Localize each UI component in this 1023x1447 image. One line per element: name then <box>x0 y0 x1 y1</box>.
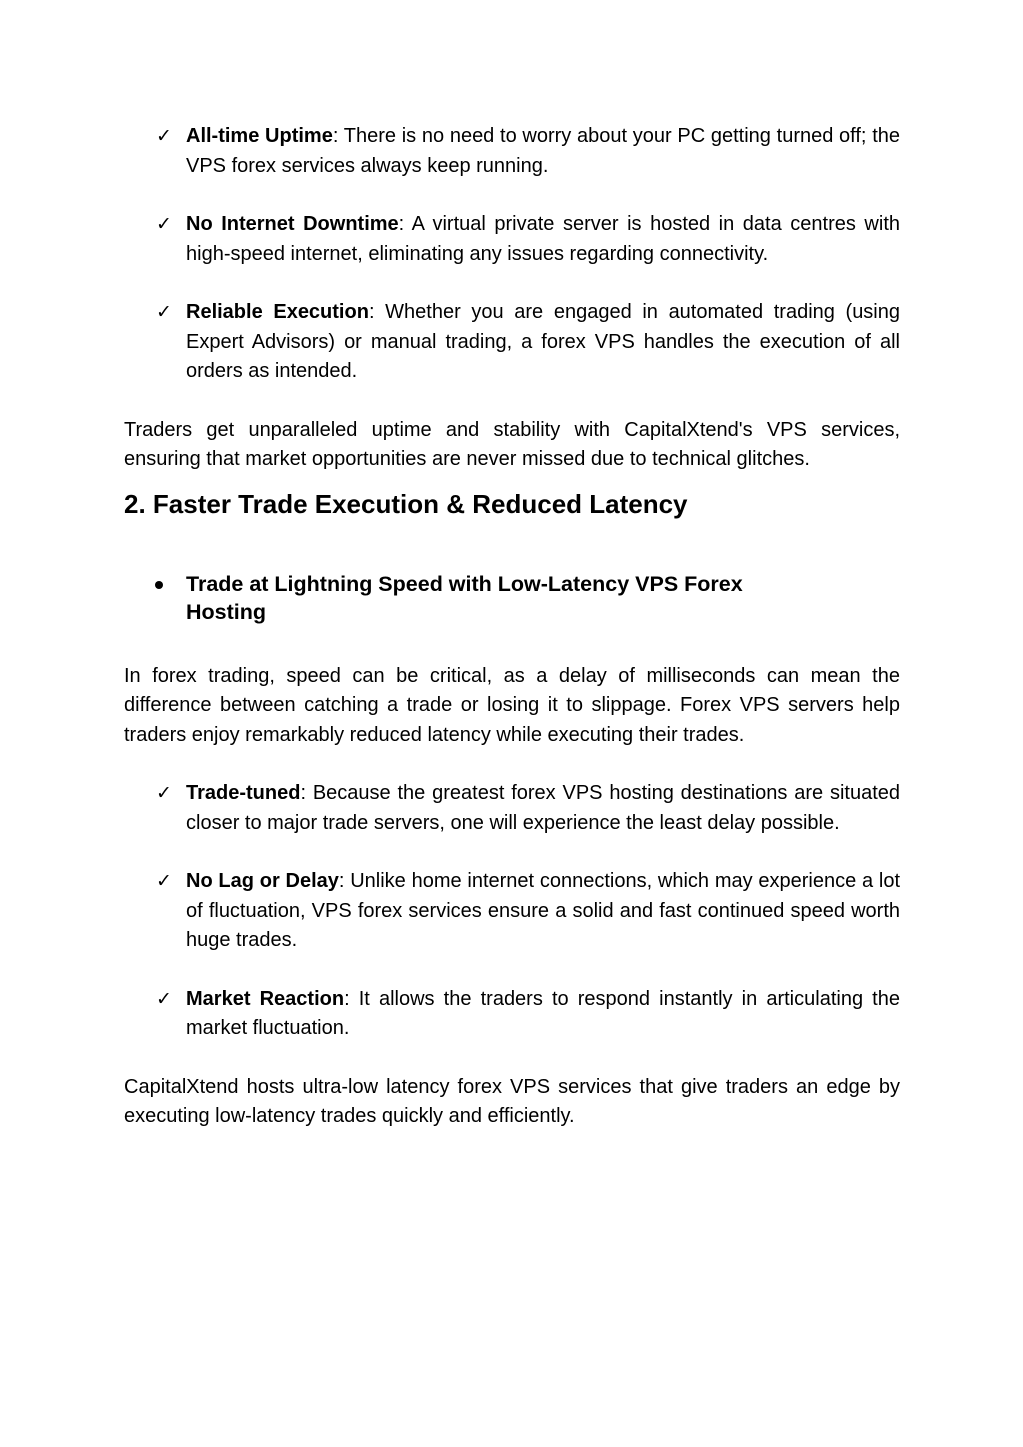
item-text: : Unlike home internet connections, which may experience a lot of fluctuation, VPS forex services ensure a solid and fast continued speed worth huge trades. <box>186 870 900 951</box>
check-mark-icon: ✓ <box>156 782 172 804</box>
item-text: : It allows the traders to respond instantly in articulating the market fluctuation. <box>186 987 900 1039</box>
check-mark-icon: ✓ <box>156 870 172 892</box>
uptime-summary-paragraph: Traders get unparalleled uptime and stability with CapitalXtend's VPS services, ensuring that market opportunities are never missed due to technical glitches. <box>124 418 900 470</box>
check-mark-icon: ✓ <box>156 125 172 147</box>
latency-benefits-list <box>124 779 900 1044</box>
latency-summary-paragraph: CapitalXtend hosts ultra-low latency forex VPS services that give traders an edge by executing low-latency trades quickly and efficiently. <box>124 1075 900 1127</box>
bullet-subheading <box>124 570 826 626</box>
list-item <box>124 867 900 956</box>
item-term: Market Reaction <box>186 987 345 1010</box>
item-term: Reliable Execution <box>186 301 369 323</box>
list-item <box>124 298 900 387</box>
page-content <box>124 122 900 1132</box>
item-term: No Internet Downtime <box>186 213 399 235</box>
bullet-dot-icon <box>155 581 163 589</box>
item-term: All-time Uptime <box>186 125 333 147</box>
uptime-benefits-list <box>124 122 900 387</box>
item-text: : Because the greatest forex VPS hosting destinations are situated closer to major trade servers, one will experience the least delay possible. <box>186 782 900 834</box>
list-item <box>124 985 900 1044</box>
item-term: Trade-tuned <box>186 782 301 804</box>
check-mark-icon: ✓ <box>156 987 172 1010</box>
section-heading: 2. Faster Trade Execution & Reduced Latency <box>124 488 688 519</box>
list-item <box>124 210 900 269</box>
item-text: : There is no need to worry about your PC getting turned off; the VPS forex services always keep running. <box>186 125 901 177</box>
item-text: : Whether you are engaged in automated trading (using Expert Advisors) or manual trading, a forex VPS handles the execution of all orders as intended. <box>186 301 900 382</box>
latency-intro-paragraph: In forex trading, speed can be critical, as a delay of milliseconds can mean the difference between catching a trade or losing it to slippage. Forex VPS servers help traders enjoy remarkably reduced latency while executing their trades. <box>124 664 900 746</box>
subheading-list <box>124 570 900 626</box>
list-item <box>124 779 900 838</box>
bullet-subheading-text: Trade at Lightning Speed with Low-Latency VPS Forex Hosting <box>186 571 743 624</box>
item-term: No Lag or Delay <box>186 870 339 892</box>
check-mark-icon: ✓ <box>156 213 172 235</box>
item-text: : A virtual private server is hosted in data centres with high-speed internet, eliminating any issues regarding connectivity. <box>186 213 900 265</box>
list-item <box>124 122 900 181</box>
check-mark-icon: ✓ <box>156 301 172 323</box>
